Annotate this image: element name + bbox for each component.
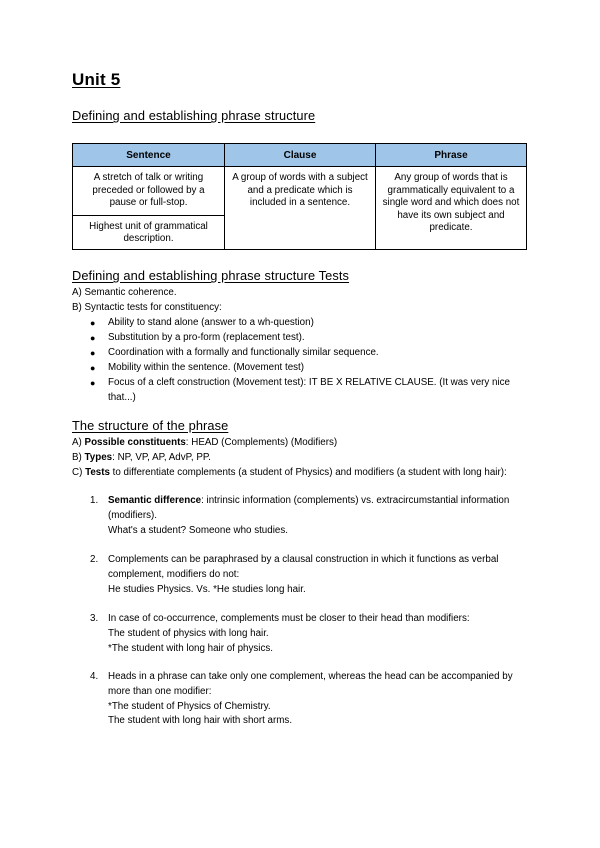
section-heading-phrase-structure: Defining and establishing phrase structure [72, 108, 316, 123]
line-types: B) Types: NP, VP, AP, AdvP, PP. [72, 452, 211, 463]
line-possible-constituents: A) Possible constituents: HEAD (Complements) (Modifiers) [72, 437, 338, 448]
bullet-icon: ● [90, 348, 96, 358]
header-clause: Clause [225, 144, 376, 167]
line-semantic-coherence: A) Semantic coherence. [72, 287, 177, 298]
list-item: ● Mobility within the sentence. (Movement test) [108, 361, 528, 376]
cell-sentence-unit: Highest unit of grammatical description. [73, 215, 225, 249]
line-syntactic-tests: B) Syntactic tests for constituency: [72, 302, 222, 313]
cell-sentence-definition: A stretch of talk or writing preceded or followed by a pause or full-stop. [73, 167, 225, 216]
section-heading-phrase: The structure of the phrase [72, 418, 229, 433]
comparison-table [72, 143, 527, 250]
list-item: ● Focus of a cleft construction (Movement test): IT BE X RELATIVE CLAUSE. (It was very nice that...) [90, 377, 510, 403]
cell-phrase-definition: Any group of words that is grammatically equivalent to a single word and which does not have its own subject and predicate. [376, 167, 527, 250]
page-title: Unit 5 [72, 70, 121, 89]
list-item: ● Substitution by a pro-form (replacement test). [108, 331, 528, 346]
table-header-row [73, 144, 527, 167]
numbered-item-4: 4. Heads in a phrase can take only one complement, whereas the head can be accompanied by more than one modifier: *The student of Physics of Chemistry. The student with long hair with short arms. [90, 671, 513, 727]
table-row [73, 167, 527, 216]
bullet-icon: ● [90, 333, 96, 343]
numbered-item-1: 1. Semantic difference: intrinsic information (complements) vs. extracircumstantial information (modifiers). What's a student? Someone who studies. [90, 495, 510, 536]
line-tests: C) Tests to differentiate complements (a student of Physics) and modifiers (a student with long hair): [72, 467, 507, 478]
section-heading-tests: Defining and establishing phrase structure Tests [72, 268, 350, 283]
bullet-icon: ● [90, 378, 96, 388]
header-sentence: Sentence [73, 144, 225, 167]
list-item: ● Coordination with a formally and functionally similar sequence. [108, 346, 528, 361]
header-phrase: Phrase [376, 144, 527, 167]
cell-clause-definition: A group of words with a subject and a predicate which is included in a sentence. [225, 167, 376, 250]
list-item: ● Ability to stand alone (answer to a wh-question) [108, 316, 528, 331]
bullet-icon: ● [90, 318, 96, 328]
numbered-item-3: 3. In case of co-occurrence, complements must be closer to their head than modifiers: The student of physics with long hair. *The student with long hair of physics. [90, 613, 470, 654]
bullet-icon: ● [90, 363, 96, 373]
numbered-item-2: 2. Complements can be paraphrased by a clausal construction in which it functions as verbal complement, modifiers do not: He studies Physics. Vs. *He studies long hair. [90, 554, 499, 595]
